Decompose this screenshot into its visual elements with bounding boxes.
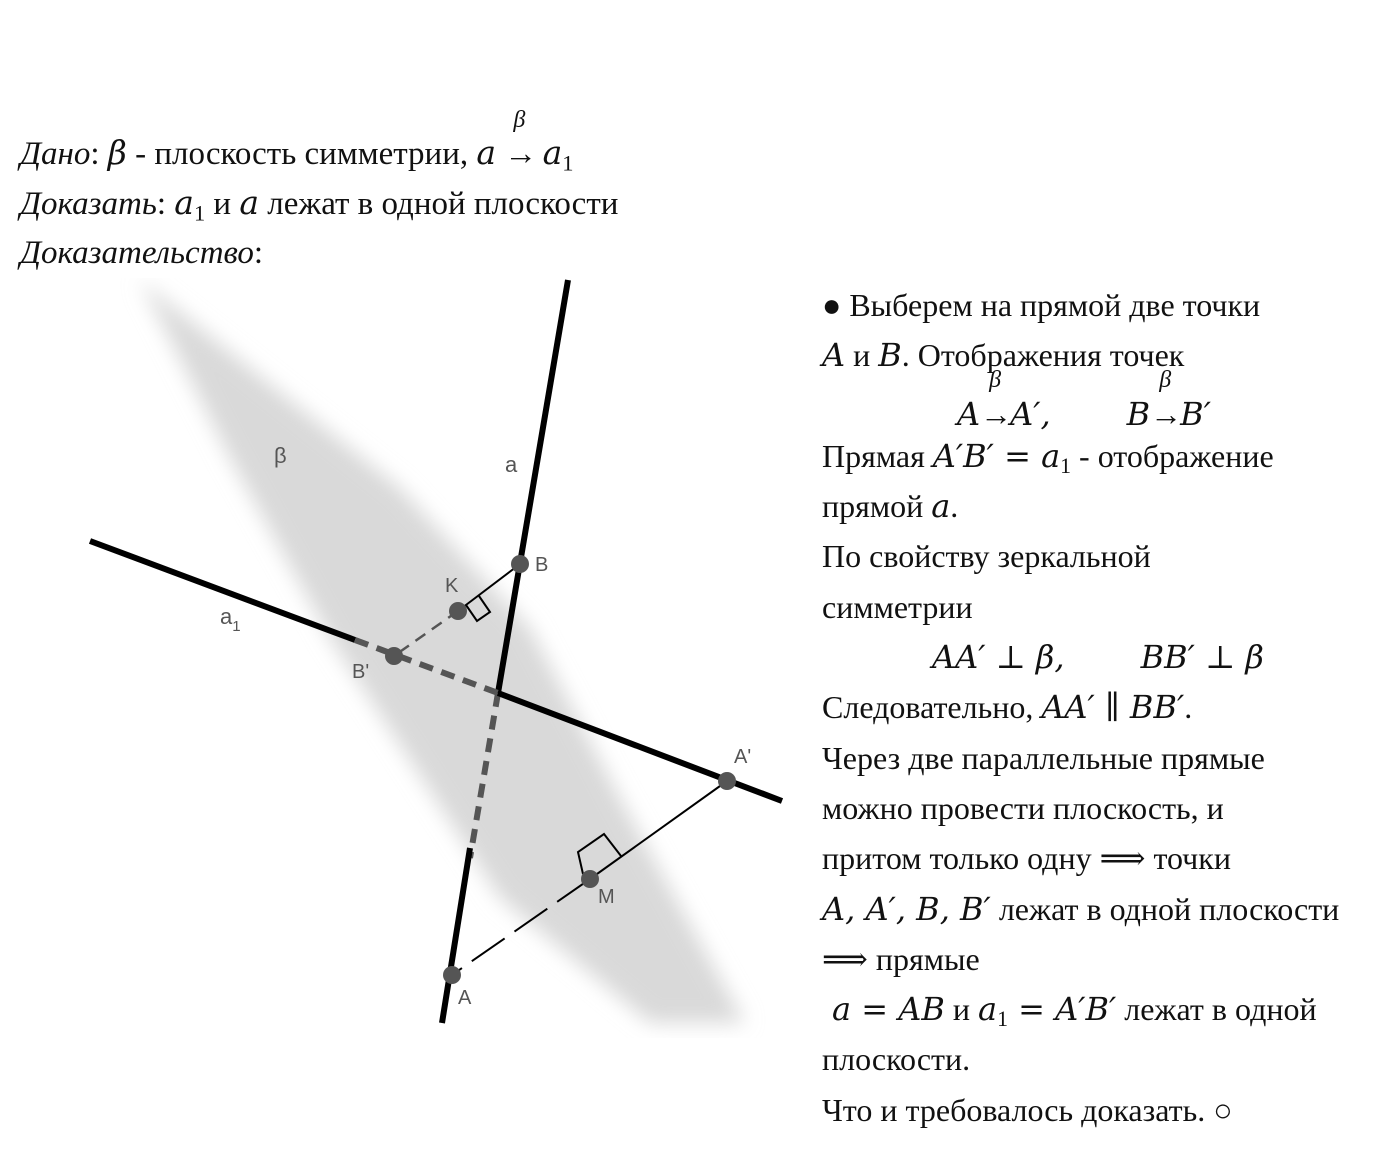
label-a: a [505,452,518,477]
proof-line-perpendicular: AA′ ⊥ β, BB′ ⊥ β [932,638,1264,677]
label-Bp: B' [352,661,370,683]
proof-line: A, A′, B, B′ лежат в одной плоскости [822,889,1340,928]
point-K [449,602,467,620]
mapping-arrow: β → [504,107,538,172]
proof-line: плоскости. [822,1041,971,1078]
label-M: M [598,886,615,908]
point-Ap [718,772,736,790]
label-B: B [535,554,549,576]
proof-line: a = AB и $a_1 = A'B'$ лежат в одной [832,990,1317,1032]
plane-beta [140,280,745,1023]
point-Bp [385,647,403,665]
given-line: Дано: β - плоскость симметрии, a β → $a_1$ [20,128,618,178]
proof-line: По свойству зеркальной [822,538,1151,575]
proof-line: симметрии [822,588,973,625]
given-a1: a [542,133,563,172]
given-text: - плоскость симметрии, [126,136,477,172]
label-A: A [458,987,472,1009]
proof-line-conclusion: Что и требовалось доказать. ○ [822,1091,1233,1128]
proof-line: Через две параллельные прямые [822,739,1265,776]
proof-line: ⟹ прямые [822,940,980,977]
proof-line: Следовательно, AA′ ∥ BB′. [822,688,1193,727]
label-Ap: A' [734,746,752,768]
proof-line: прямой a. [822,487,959,526]
qed-symbol: ○ [1213,1091,1233,1128]
label-a1: $a_1$ [220,604,241,635]
proof-text [822,280,1392,1135]
problem-statement [20,107,619,278]
given-label: Дано [20,136,91,172]
point-B [511,555,529,573]
given-a: a [476,133,497,172]
given-beta: β [107,133,127,172]
proof-line-mapping: A β →A′, B β →B′ [957,366,1211,433]
proof-label: Доказательство [20,235,254,271]
proof-heading-line: Доказательство: [20,235,264,271]
prove-line: Доказать: $a_1$ и a лежат в одной плоскости [20,183,619,226]
label-beta: β [274,443,287,468]
label-K: K [445,575,459,597]
proof-line: можно провести плоскость, и [822,789,1224,826]
point-M [581,870,599,888]
prove-label: Доказать [20,186,157,222]
line-a [498,280,568,693]
proof-line: Прямая $A'B' = a_1$ - отображение [822,436,1274,478]
geometry-figure [0,278,800,1038]
proof-line: ● Выберем на прямой две точки [822,287,1261,323]
point-A [443,966,461,984]
proof-line: притом только одну ⟹ точки [822,840,1231,877]
proof-line: A и B. Отображения точек [822,336,1185,375]
